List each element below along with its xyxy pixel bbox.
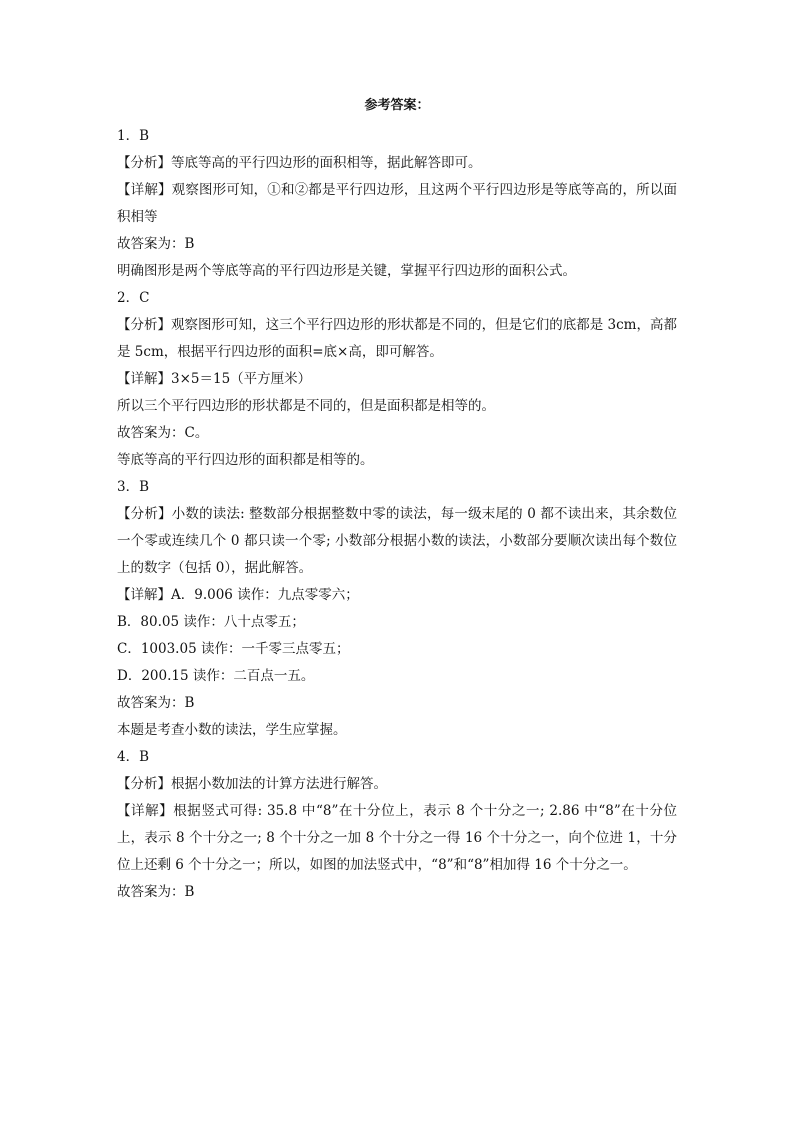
q1-note: 明确图形是两个等底等高的平行四边形是关键，掌握平行四边形的面积公式。 <box>117 263 576 279</box>
q3-detail-a <box>117 582 677 609</box>
q3-option-c: C．1003.05 读作：一千零三点零五； <box>117 641 350 657</box>
q4-answer: 故答案为：B <box>117 884 195 900</box>
q1-analysis-text: 等底等高的平行四边形的面积相等，据此解答即可。 <box>171 155 482 171</box>
q3-analysis-text: 小数的读法: 整数部分根据整数中零的读法，每一级末尾的 0 都不读出来，其余数位一个零或连续几个 0 都只读一个零; 小数部分根据小数的读法，小数部分要顺次读出每个数位上的数字（包括 0），据此解答。 <box>117 506 677 576</box>
q4-analysis <box>117 771 677 798</box>
q3-analysis <box>117 501 677 582</box>
q3-number: 3．B <box>117 479 150 495</box>
q4-analysis-tag: 【分析】 <box>117 776 171 792</box>
q3-answer: 故答案为：B <box>117 695 195 711</box>
q4-detail-tag: 【详解】 <box>117 803 174 819</box>
q1-number: 1．B <box>117 128 150 144</box>
q2-analysis <box>117 312 677 366</box>
q2-detail <box>117 366 677 393</box>
q2-number: 2．C <box>117 290 150 306</box>
q2-analysis-tag: 【分析】 <box>117 317 172 333</box>
q4-detail <box>117 798 677 879</box>
q1-analysis-tag: 【分析】 <box>117 155 171 171</box>
q3-option-b: B．80.05 读作：八十点零五； <box>117 614 305 630</box>
q3-option-d: D．200.15 读作：二百点一五。 <box>117 668 315 684</box>
page-title: 参考答案： <box>364 98 430 113</box>
q3-option-a: A．9.006 读作：九点零零六； <box>171 587 359 603</box>
q2-note: 等底等高的平行四边形的面积都是相等的。 <box>117 452 374 468</box>
q4-analysis-text: 根据小数加法的计算方法进行解答。 <box>171 776 387 792</box>
q1-answer: 故答案为：B <box>117 236 195 252</box>
q1-detail <box>117 177 677 231</box>
q2-detail-text: 3×5＝15（平方厘米） <box>171 371 312 387</box>
q3-detail-tag: 【详解】 <box>117 587 171 603</box>
q2-analysis-text: 观察图形可知，这三个平行四边形的形状都是不同的，但是它们的底都是 3cm，高都是 5cm，根据平行四边形的面积=底×高，即可解答。 <box>117 317 677 360</box>
q3-note: 本题是考查小数的读法，学生应掌握。 <box>117 722 347 738</box>
q3-analysis-tag: 【分析】 <box>117 506 172 522</box>
answer-page <box>117 96 677 906</box>
q1-analysis <box>117 150 677 177</box>
q4-detail-text: 根据竖式可得: 35.8 中“8”在十分位上，表示 8 个十分之一; 2.86 中“8”在十分位上，表示 8 个十分之一; 8 个十分之一加 8 个十分之一得 16 个十分之一，向个位进 1，十分位上还剩 6 个十分之一；所以，如图的加法竖式中，“8”和“8”相加得 16 个十分之一。 <box>117 803 678 873</box>
q2-answer: 故答案为：C。 <box>117 425 209 441</box>
q1-detail-tag: 【详解】 <box>117 182 172 198</box>
q2-detail-tag: 【详解】 <box>117 371 171 387</box>
q4-number: 4．B <box>117 749 150 765</box>
q2-detail-2: 所以三个平行四边形的形状都是不同的，但是面积都是相等的。 <box>117 398 495 414</box>
q1-detail-text: 观察图形可知，①和②都是平行四边形，且这两个平行四边形是等底等高的，所以面积相等 <box>117 182 678 225</box>
